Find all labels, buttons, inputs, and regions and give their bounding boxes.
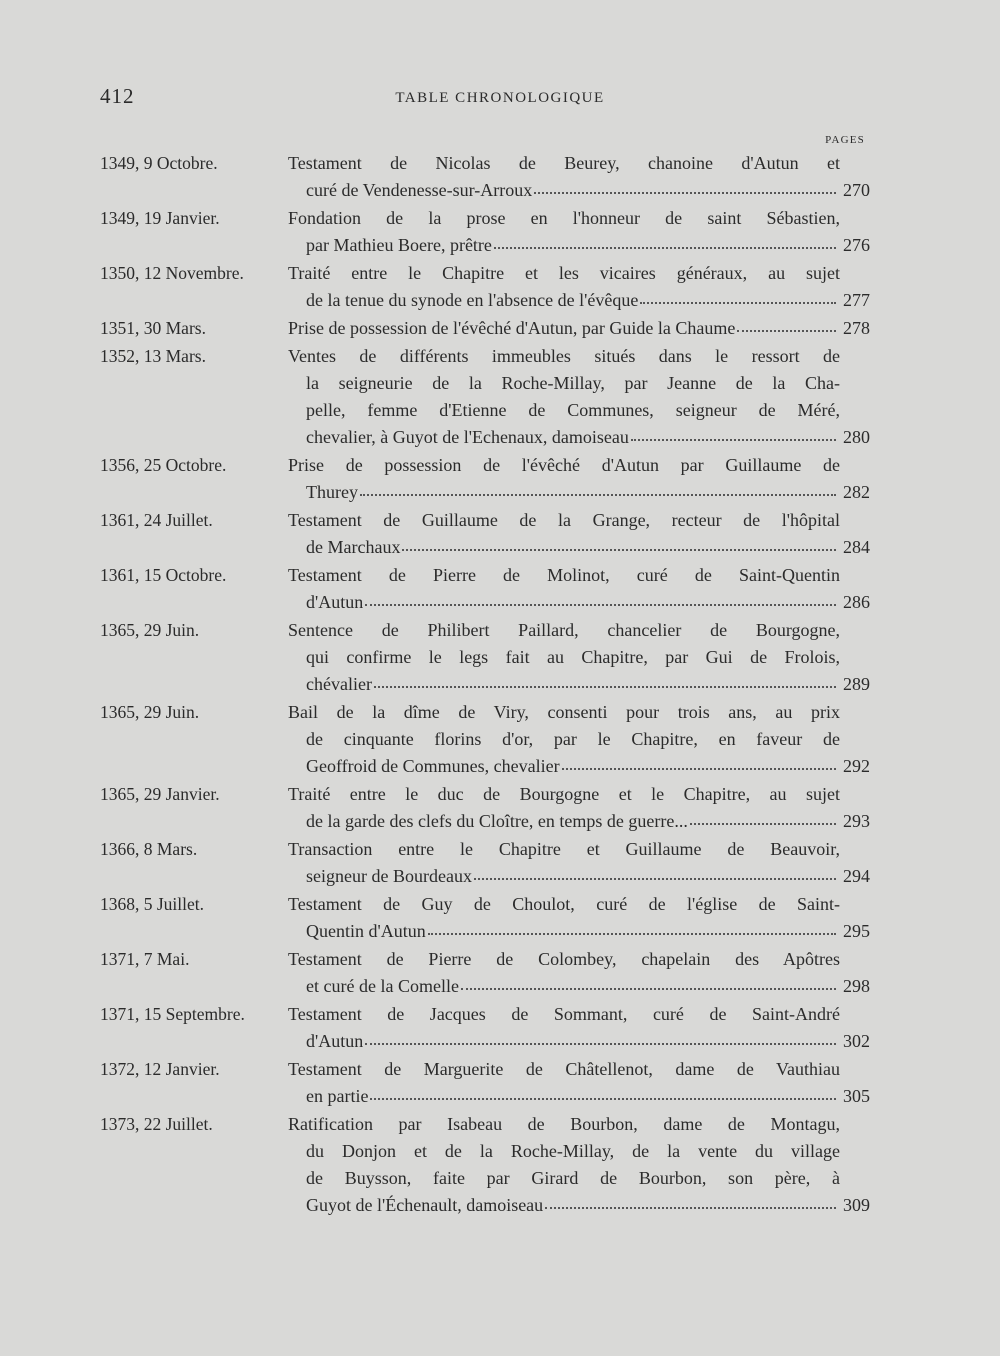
dot-leader bbox=[494, 232, 836, 249]
entry-page-number: 277 bbox=[843, 290, 870, 310]
table-entry bbox=[100, 452, 870, 506]
entry-line: Ratification par Isabeau de Bourbon, dame de Montagu, bbox=[288, 1114, 840, 1134]
entry-page-number: 289 bbox=[843, 674, 870, 694]
table-entry bbox=[100, 507, 870, 561]
entry-line: d'Autun bbox=[306, 592, 364, 612]
entry-line: Sentence de Philibert Paillard, chancelier de Bourgogne, bbox=[288, 620, 840, 640]
dot-leader bbox=[374, 671, 836, 688]
table-entry bbox=[100, 150, 870, 204]
entry-description bbox=[288, 315, 840, 342]
entry-line: chévalier bbox=[306, 674, 372, 694]
entry-description bbox=[288, 1111, 840, 1219]
dot-leader bbox=[402, 534, 836, 551]
entry-description bbox=[288, 1001, 840, 1055]
entry-description bbox=[288, 205, 840, 259]
entry-date: 1365, 29 Juin. bbox=[100, 620, 200, 640]
entry-date: 1373, 22 Juillet. bbox=[100, 1114, 213, 1134]
table-entry bbox=[100, 699, 870, 780]
entry-date: 1349, 19 Janvier. bbox=[100, 208, 220, 228]
entry-line: Traité entre le duc de Bourgogne et le Chapitre, au sujet bbox=[288, 784, 840, 804]
entry-line: de la garde des clefs du Cloître, en temps de guerre... bbox=[306, 811, 688, 831]
chronological-table bbox=[100, 150, 870, 1220]
table-entry bbox=[100, 617, 870, 698]
entry-line: de Marchaux bbox=[306, 537, 401, 557]
dot-leader bbox=[461, 973, 836, 990]
entry-page-number: 309 bbox=[843, 1195, 870, 1215]
table-entry bbox=[100, 205, 870, 259]
entry-line: pelle, femme d'Etienne de Communes, seigneur de Méré, bbox=[306, 400, 840, 420]
entry-description bbox=[288, 699, 840, 780]
entry-description bbox=[288, 260, 840, 314]
dot-leader bbox=[737, 315, 836, 332]
entry-line: Geoffroid de Communes, chevalier bbox=[306, 756, 560, 776]
dot-leader bbox=[690, 808, 836, 825]
dot-leader bbox=[370, 1083, 836, 1100]
dot-leader bbox=[474, 863, 836, 880]
entry-line: Testament de Nicolas de Beurey, chanoine d'Autun et bbox=[288, 153, 840, 173]
dot-leader bbox=[360, 479, 836, 496]
entry-date: 1365, 29 Juin. bbox=[100, 702, 200, 722]
table-entry bbox=[100, 891, 870, 945]
entry-date: 1350, 12 Novembre. bbox=[100, 263, 244, 283]
entry-line: seigneur de Bourdeaux bbox=[306, 866, 472, 886]
entry-line: Guyot de l'Échenault, damoiseau bbox=[306, 1195, 544, 1215]
entry-date: 1352, 13 Mars. bbox=[100, 346, 206, 366]
entry-line: Transaction entre le Chapitre et Guillaume de Beauvoir, bbox=[288, 839, 840, 859]
dot-leader bbox=[631, 424, 836, 441]
entry-date: 1372, 12 Janvier. bbox=[100, 1059, 220, 1079]
entry-description bbox=[288, 781, 840, 835]
entry-line: Prise de possession de l'évêché d'Autun par Guillaume de bbox=[288, 455, 840, 475]
entry-page-number: 270 bbox=[843, 180, 870, 200]
entry-page-number: 278 bbox=[843, 318, 870, 338]
entry-line: curé de Vendenesse-sur-Arroux bbox=[306, 180, 533, 200]
entry-date: 1356, 25 Octobre. bbox=[100, 455, 227, 475]
entry-line: Bail de la dîme de Viry, consenti pour trois ans, au prix bbox=[288, 702, 840, 722]
table-entry bbox=[100, 343, 870, 451]
running-title: TABLE CHRONOLOGIQUE bbox=[395, 90, 605, 106]
dot-leader bbox=[365, 1028, 836, 1045]
entry-page-number: 302 bbox=[843, 1031, 870, 1051]
dot-leader bbox=[428, 918, 836, 935]
entry-line: de la tenue du synode en l'absence de l'évêque bbox=[306, 290, 639, 310]
entry-date: 1361, 24 Juillet. bbox=[100, 510, 213, 530]
table-entry bbox=[100, 315, 870, 342]
entry-date: 1361, 15 Octobre. bbox=[100, 565, 227, 585]
entry-line: Traité entre le Chapitre et les vicaires généraux, au sujet bbox=[288, 263, 840, 283]
entry-line: de cinquante florins d'or, par le Chapitre, en faveur de bbox=[306, 729, 840, 749]
entry-description bbox=[288, 617, 840, 698]
entry-line: qui confirme le legs fait au Chapitre, par Gui de Frolois, bbox=[306, 647, 840, 667]
entry-line: Testament de Pierre de Molinot, curé de Saint-Quentin bbox=[288, 565, 840, 585]
entry-page-number: 282 bbox=[843, 482, 870, 502]
dot-leader bbox=[534, 177, 836, 194]
entry-line: Prise de possession de l'évêché d'Autun, par Guide la Chaume bbox=[288, 318, 736, 338]
entry-page-number: 292 bbox=[843, 756, 870, 776]
entry-description bbox=[288, 452, 840, 506]
page-number: 412 bbox=[100, 84, 135, 108]
dot-leader bbox=[365, 589, 836, 606]
entry-date: 1365, 29 Janvier. bbox=[100, 784, 220, 804]
entry-page-number: 295 bbox=[843, 921, 870, 941]
entry-page-number: 286 bbox=[843, 592, 870, 612]
entry-description bbox=[288, 946, 840, 1000]
entry-line: et curé de la Comelle bbox=[306, 976, 459, 996]
entry-date: 1349, 9 Octobre. bbox=[100, 153, 218, 173]
entry-line: Quentin d'Autun bbox=[306, 921, 426, 941]
entry-line: d'Autun bbox=[306, 1031, 364, 1051]
table-entry bbox=[100, 562, 870, 616]
entry-description bbox=[288, 343, 840, 451]
entry-line: Testament de Pierre de Colombey, chapelain des Apôtres bbox=[288, 949, 840, 969]
entry-page-number: 276 bbox=[843, 235, 870, 255]
table-entry bbox=[100, 260, 870, 314]
entry-date: 1371, 7 Mai. bbox=[100, 949, 190, 969]
table-entry bbox=[100, 946, 870, 1000]
entry-line: Fondation de la prose en l'honneur de saint Sébastien, bbox=[288, 208, 840, 228]
entry-page-number: 305 bbox=[843, 1086, 870, 1106]
entry-line: du Donjon et de la Roche-Millay, de la vente du village bbox=[306, 1141, 840, 1161]
entry-page-number: 298 bbox=[843, 976, 870, 996]
entry-date: 1368, 5 Juillet. bbox=[100, 894, 205, 914]
entry-line: par Mathieu Boere, prêtre bbox=[306, 235, 492, 255]
entry-line: de Buysson, faite par Girard de Bourbon, son père, à bbox=[306, 1168, 840, 1188]
entry-page-number: 280 bbox=[843, 427, 870, 447]
entry-description bbox=[288, 1056, 840, 1110]
dot-leader bbox=[640, 287, 836, 304]
table-entry bbox=[100, 1056, 870, 1110]
entry-line: Ventes de différents immeubles situés dans le ressort de bbox=[288, 346, 840, 366]
entry-description bbox=[288, 891, 840, 945]
entry-line: chevalier, à Guyot de l'Echenaux, damoiseau bbox=[306, 427, 629, 447]
dot-leader bbox=[562, 753, 836, 770]
entry-date: 1351, 30 Mars. bbox=[100, 318, 206, 338]
entry-description bbox=[288, 836, 840, 890]
table-entry bbox=[100, 836, 870, 890]
entry-line: Testament de Jacques de Sommant, curé de Saint-André bbox=[288, 1004, 840, 1024]
entry-date: 1366, 8 Mars. bbox=[100, 839, 198, 859]
entry-line: Testament de Guy de Choulot, curé de l'église de Saint- bbox=[288, 894, 840, 914]
entry-line: Testament de Marguerite de Châtellenot, dame de Vauthiau bbox=[288, 1059, 840, 1079]
entry-page-number: 294 bbox=[843, 866, 870, 886]
entry-description bbox=[288, 507, 840, 561]
entry-page-number: 284 bbox=[843, 537, 870, 557]
entry-page-number: 293 bbox=[843, 811, 870, 831]
pages-column-heading: PAGES bbox=[825, 134, 865, 146]
entry-line: Thurey bbox=[306, 482, 358, 502]
table-entry bbox=[100, 1111, 870, 1219]
table-entry bbox=[100, 1001, 870, 1055]
table-entry bbox=[100, 781, 870, 835]
entry-date: 1371, 15 Septembre. bbox=[100, 1004, 245, 1024]
dot-leader bbox=[545, 1192, 836, 1209]
entry-description bbox=[288, 150, 840, 204]
entry-description bbox=[288, 562, 840, 616]
entry-line: en partie bbox=[306, 1086, 369, 1106]
entry-line: la seigneurie de la Roche-Millay, par Jeanne de la Cha- bbox=[306, 373, 840, 393]
entry-line: Testament de Guillaume de la Grange, recteur de l'hôpital bbox=[288, 510, 840, 530]
